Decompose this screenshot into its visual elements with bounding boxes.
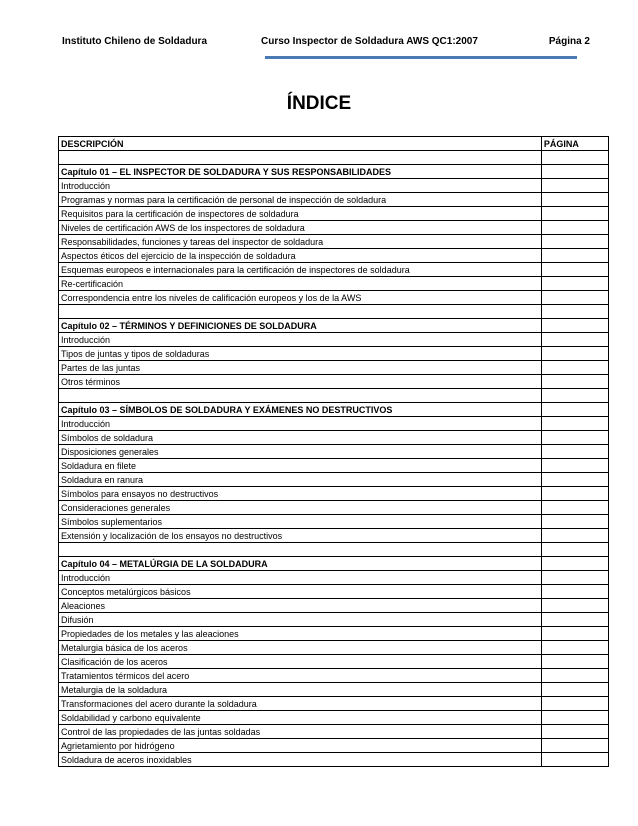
table-row	[59, 473, 609, 487]
section-title: Metalurgia de la soldadura	[59, 683, 542, 697]
header-institute: Instituto Chileno de Soldadura	[62, 36, 207, 47]
table-row	[59, 725, 609, 739]
chapter-title: Capítulo 02 – TÉRMINOS Y DEFINICIONES DE SOLDADURA	[59, 319, 542, 333]
section-title: Símbolos para ensayos no destructivos	[59, 487, 542, 501]
section-title: Transformaciones del acero durante la soldadura	[59, 697, 542, 711]
section-title: Introducción	[59, 333, 542, 347]
page-cell	[541, 473, 608, 487]
section-title: Soldadura de aceros inoxidables	[59, 753, 542, 767]
table-row	[59, 655, 609, 669]
section-title: Agrietamiento por hidrógeno	[59, 739, 542, 753]
table-row	[59, 291, 609, 305]
spacer-cell	[59, 543, 542, 557]
section-title: Partes de las juntas	[59, 361, 542, 375]
section-title: Metalurgia básica de los aceros	[59, 641, 542, 655]
page-cell	[541, 571, 608, 585]
page-cell	[541, 669, 608, 683]
section-title: Programas y normas para la certificación de personal de inspección de soldadura	[59, 193, 542, 207]
index-table	[58, 136, 609, 767]
chapter-row	[59, 319, 609, 333]
table-row	[59, 375, 609, 389]
section-title: Clasificación de los aceros	[59, 655, 542, 669]
section-title: Extensión y localización de los ensayos no destructivos	[59, 529, 542, 543]
page-cell	[541, 585, 608, 599]
chapter-title: Capítulo 03 – SÍMBOLOS DE SOLDADURA Y EXÁMENES NO DESTRUCTIVOS	[59, 403, 542, 417]
section-title: Otros términos	[59, 375, 542, 389]
section-title: Aspectos éticos del ejercicio de la inspección de soldadura	[59, 249, 542, 263]
table-row	[59, 641, 609, 655]
table-row	[59, 627, 609, 641]
table-header-row	[59, 137, 609, 151]
section-title: Re-certificación	[59, 277, 542, 291]
page-cell	[541, 277, 608, 291]
table-row	[59, 235, 609, 249]
table-row	[59, 459, 609, 473]
table-row	[59, 487, 609, 501]
table-row	[59, 683, 609, 697]
page-cell	[541, 403, 608, 417]
page-cell	[541, 431, 608, 445]
spacer-row	[59, 305, 609, 319]
page-cell	[541, 459, 608, 473]
page-cell	[541, 193, 608, 207]
spacer-page-cell	[541, 151, 608, 165]
section-title: Introducción	[59, 571, 542, 585]
page-cell	[541, 375, 608, 389]
page-cell	[541, 599, 608, 613]
table-row	[59, 585, 609, 599]
header-rule	[265, 56, 577, 59]
section-title: Soldadura en ranura	[59, 473, 542, 487]
page-cell	[541, 683, 608, 697]
chapter-row	[59, 557, 609, 571]
page-cell	[541, 445, 608, 459]
section-title: Tipos de juntas y tipos de soldaduras	[59, 347, 542, 361]
table-row	[59, 249, 609, 263]
page-cell	[541, 641, 608, 655]
page-cell	[541, 739, 608, 753]
page-cell	[541, 487, 608, 501]
section-title: Introducción	[59, 417, 542, 431]
header-page-number: Página 2	[548, 36, 590, 47]
page-cell	[541, 529, 608, 543]
page-cell	[541, 613, 608, 627]
table-row	[59, 711, 609, 725]
table-row	[59, 501, 609, 515]
page-cell	[541, 361, 608, 375]
header-course: Curso Inspector de Soldadura AWS QC1:2007	[261, 36, 478, 47]
table-row	[59, 263, 609, 277]
table-row	[59, 431, 609, 445]
spacer-page-cell	[541, 543, 608, 557]
section-title: Conceptos metalúrgicos básicos	[59, 585, 542, 599]
spacer-cell	[59, 305, 542, 319]
page-cell	[541, 711, 608, 725]
table-row	[59, 207, 609, 221]
page-cell	[541, 179, 608, 193]
table-row	[59, 669, 609, 683]
table-row	[59, 613, 609, 627]
page-title: ÍNDICE	[286, 93, 352, 114]
table-row	[59, 417, 609, 431]
section-title: Difusión	[59, 613, 542, 627]
page-cell	[541, 627, 608, 641]
page-cell	[541, 319, 608, 333]
section-title: Soldadura en filete	[59, 459, 542, 473]
chapter-title: Capítulo 01 – EL INSPECTOR DE SOLDADURA Y SUS RESPONSABILIDADES	[59, 165, 542, 179]
page-cell	[541, 725, 608, 739]
chapter-row	[59, 165, 609, 179]
page-cell	[541, 515, 608, 529]
page-cell	[541, 697, 608, 711]
table-row	[59, 333, 609, 347]
section-title: Responsabilidades, funciones y tareas del inspector de soldadura	[59, 235, 542, 249]
page-cell	[541, 263, 608, 277]
page-cell	[541, 655, 608, 669]
chapter-title: Capítulo 04 – METALÚRGIA DE LA SOLDADURA	[59, 557, 542, 571]
section-title: Tratamientos térmicos del acero	[59, 669, 542, 683]
page-cell	[541, 753, 608, 767]
page-cell	[541, 417, 608, 431]
page-cell	[541, 207, 608, 221]
spacer-cell	[59, 151, 542, 165]
table-row	[59, 697, 609, 711]
section-title: Soldabilidad y carbono equivalente	[59, 711, 542, 725]
section-title: Aleaciones	[59, 599, 542, 613]
table-row	[59, 529, 609, 543]
page-cell	[541, 333, 608, 347]
page-header	[62, 36, 590, 50]
section-title: Consideraciones generales	[59, 501, 542, 515]
section-title: Requisitos para la certificación de inspectores de soldadura	[59, 207, 542, 221]
column-header-page: PÁGINA	[541, 137, 608, 151]
section-title: Disposiciones generales	[59, 445, 542, 459]
table-row	[59, 193, 609, 207]
table-row	[59, 277, 609, 291]
spacer-row	[59, 543, 609, 557]
spacer-page-cell	[541, 305, 608, 319]
section-title: Propiedades de los metales y las aleaciones	[59, 627, 542, 641]
page-cell	[541, 165, 608, 179]
section-title: Introducción	[59, 179, 542, 193]
page-cell	[541, 235, 608, 249]
page-cell	[541, 221, 608, 235]
section-title: Símbolos de soldadura	[59, 431, 542, 445]
spacer-cell	[59, 389, 542, 403]
page-cell	[541, 249, 608, 263]
table-row	[59, 515, 609, 529]
section-title: Niveles de certificación AWS de los inspectores de soldadura	[59, 221, 542, 235]
page-cell	[541, 557, 608, 571]
section-title: Símbolos suplementarios	[59, 515, 542, 529]
spacer-page-cell	[541, 389, 608, 403]
section-title: Correspondencia entre los niveles de calificación europeos y los de la AWS	[59, 291, 542, 305]
table-row	[59, 753, 609, 767]
page-cell	[541, 501, 608, 515]
table-row	[59, 445, 609, 459]
page-cell	[541, 347, 608, 361]
table-row	[59, 571, 609, 585]
section-title: Esquemas europeos e internacionales para la certificación de inspectores de soldadura	[59, 263, 542, 277]
column-header-description: DESCRIPCIÓN	[59, 137, 542, 151]
table-row	[59, 361, 609, 375]
table-row	[59, 739, 609, 753]
table-row	[59, 221, 609, 235]
spacer-row	[59, 151, 609, 165]
table-row	[59, 599, 609, 613]
table-row	[59, 347, 609, 361]
page-cell	[541, 291, 608, 305]
chapter-row	[59, 403, 609, 417]
spacer-row	[59, 389, 609, 403]
section-title: Control de las propiedades de las juntas soldadas	[59, 725, 542, 739]
table-row	[59, 179, 609, 193]
